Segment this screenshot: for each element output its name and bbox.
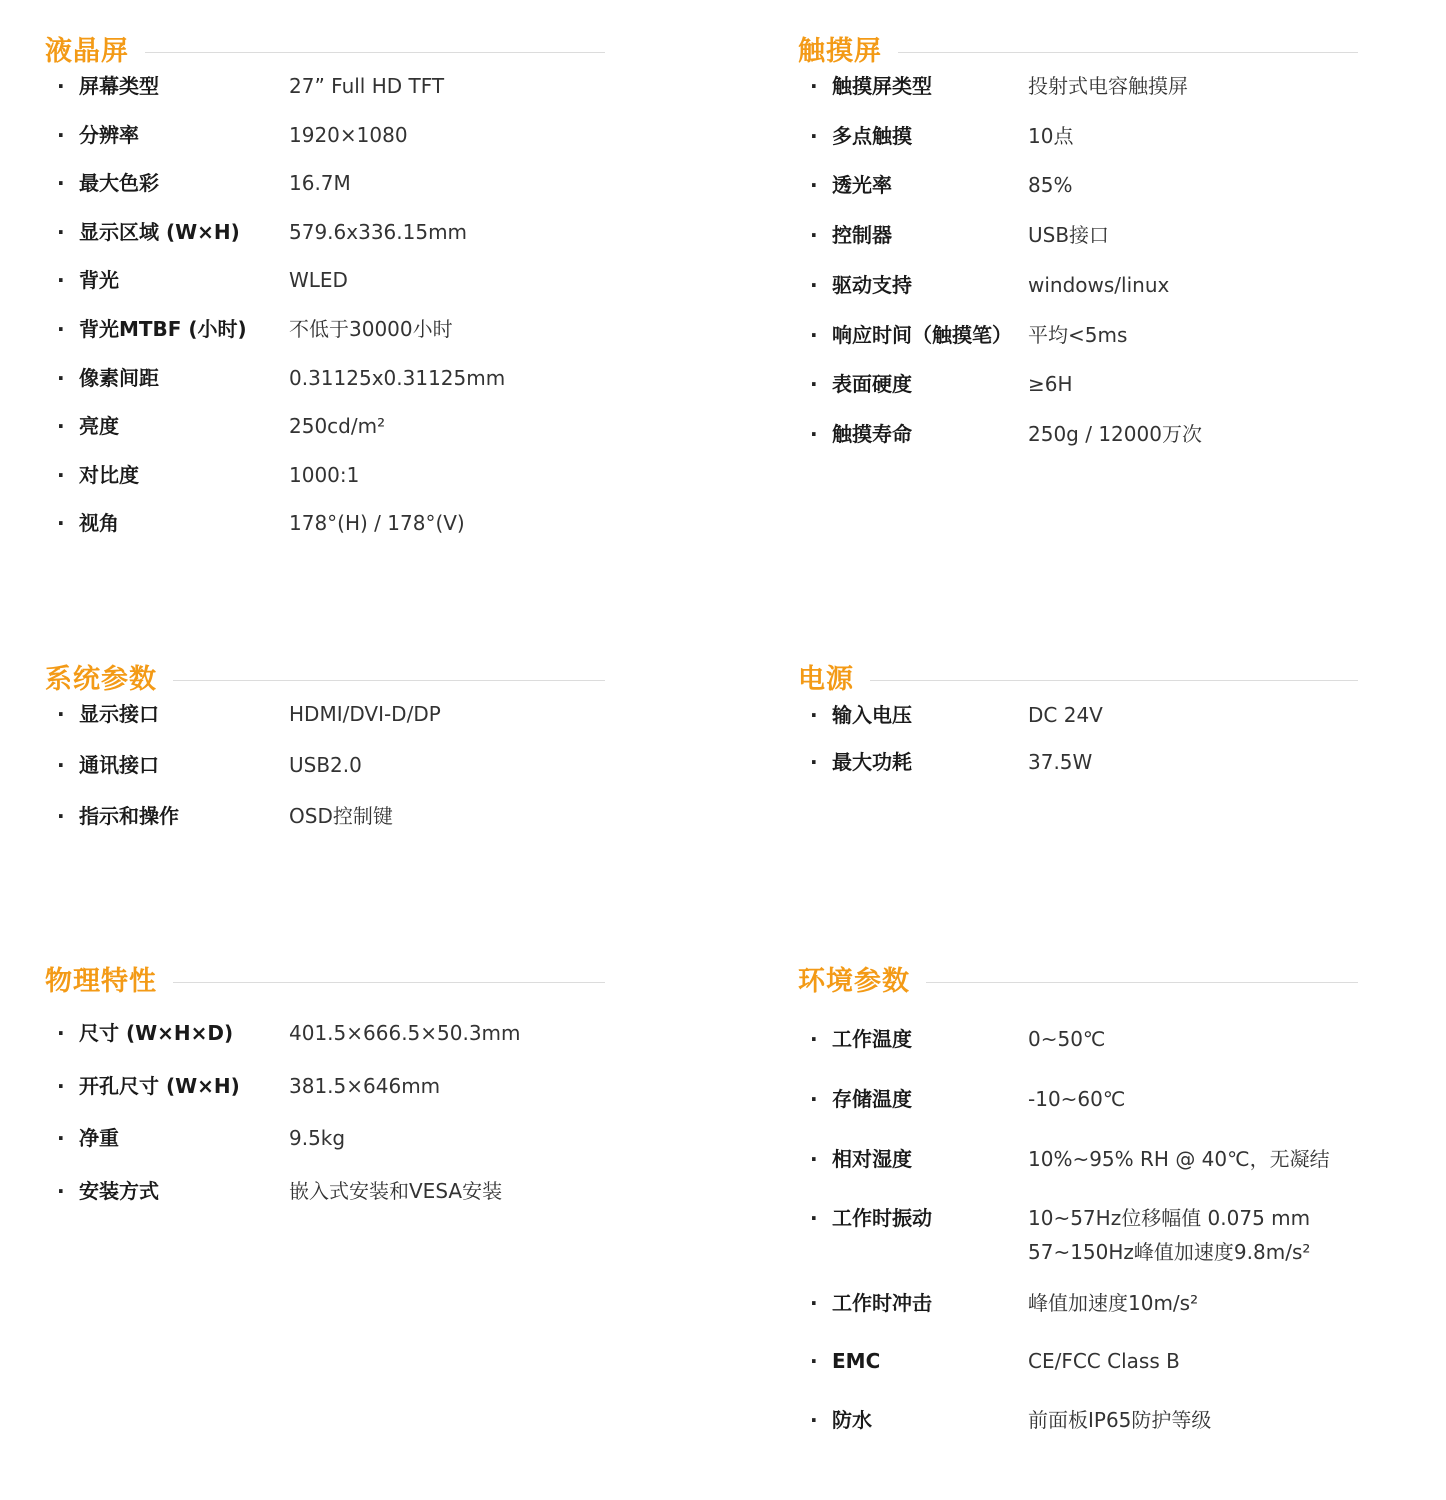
bullet-icon: ·	[57, 511, 65, 535]
spec-label: 指示和操作	[79, 804, 179, 828]
bullet-icon: ·	[57, 702, 65, 726]
spec-value-line: windows/linux	[1028, 273, 1170, 297]
spec-value-line: WLED	[289, 268, 348, 292]
section-title: 触摸屏	[798, 36, 882, 67]
spec-value	[289, 1121, 345, 1155]
spec-row	[45, 69, 444, 103]
spec-value-line: 16.7M	[289, 171, 351, 195]
spec-value	[289, 166, 351, 200]
spec-row	[798, 1286, 1198, 1320]
spec-label: 多点触摸	[832, 124, 912, 148]
spec-value	[289, 69, 444, 103]
spec-label: 净重	[79, 1126, 119, 1150]
spec-value	[1028, 1403, 1211, 1437]
spec-value	[289, 361, 505, 395]
spec-row	[798, 1344, 1180, 1378]
section-environment	[798, 962, 1358, 1462]
section-header	[45, 660, 605, 700]
spec-row	[798, 218, 1109, 252]
spec-label: 触摸寿命	[832, 422, 912, 446]
spec-label: 驱动支持	[832, 273, 912, 297]
spec-row	[798, 268, 1169, 302]
spec-value-line: 0.31125x0.31125mm	[289, 366, 506, 390]
spec-value-line: -10~60℃	[1028, 1087, 1126, 1111]
bullet-icon: ·	[810, 173, 818, 197]
section-header	[798, 660, 1358, 700]
bullet-icon: ·	[57, 74, 65, 98]
spec-value	[1028, 698, 1103, 732]
spec-value-line: 9.5kg	[289, 1126, 346, 1150]
section-divider	[173, 680, 605, 681]
spec-value	[1028, 367, 1073, 401]
spec-label: 安装方式	[79, 1179, 159, 1203]
spec-row	[798, 1201, 1310, 1269]
section-touch	[798, 32, 1358, 482]
bullet-icon: ·	[810, 124, 818, 148]
spec-label: 显示接口	[79, 702, 159, 726]
section-lcd	[45, 32, 605, 572]
spec-value-line: 85%	[1028, 173, 1073, 197]
bullet-icon: ·	[810, 1147, 818, 1171]
spec-label: 显示区域 (W×H)	[79, 220, 240, 244]
bullet-icon: ·	[810, 273, 818, 297]
spec-value-line: 投射式电容触摸屏	[1028, 74, 1188, 98]
spec-value-line: 401.5×666.5×50.3mm	[289, 1021, 521, 1045]
bullet-icon: ·	[57, 1021, 65, 1045]
spec-value-line: 1000:1	[289, 463, 360, 487]
spec-label: 控制器	[832, 223, 892, 247]
section-title: 环境参数	[798, 966, 910, 997]
spec-row	[798, 69, 1188, 103]
spec-value	[1028, 1082, 1125, 1116]
spec-value-line: ≥6H	[1028, 372, 1073, 396]
spec-label: 触摸屏类型	[832, 74, 932, 98]
section-header	[45, 32, 605, 72]
spec-value	[289, 1069, 440, 1103]
spec-label: 表面硬度	[832, 372, 912, 396]
spec-label: 相对湿度	[832, 1147, 912, 1171]
section-divider	[898, 52, 1358, 53]
section-header	[798, 962, 1358, 1002]
bullet-icon: ·	[57, 123, 65, 147]
spec-row	[45, 697, 441, 731]
spec-row	[45, 118, 408, 152]
spec-value-line: HDMI/DVI-D/DP	[289, 702, 441, 726]
spec-label: 存储温度	[832, 1087, 912, 1111]
spec-row	[45, 748, 362, 782]
bullet-icon: ·	[810, 1027, 818, 1051]
spec-row	[798, 318, 1127, 352]
section-divider	[173, 982, 605, 983]
section-divider	[870, 680, 1358, 681]
spec-value	[1028, 168, 1072, 202]
spec-value	[1028, 318, 1127, 352]
bullet-icon: ·	[810, 1291, 818, 1315]
spec-row	[798, 1082, 1125, 1116]
bullet-icon: ·	[810, 422, 818, 446]
spec-row	[45, 166, 351, 200]
spec-label: 开孔尺寸 (W×H)	[79, 1074, 240, 1098]
spec-value-line: 57~150Hz峰值加速度9.8m/s²	[1028, 1240, 1311, 1264]
spec-row	[45, 458, 359, 492]
spec-row	[45, 409, 385, 443]
spec-value	[289, 409, 385, 443]
bullet-icon: ·	[810, 1408, 818, 1432]
bullet-icon: ·	[810, 323, 818, 347]
spec-value	[289, 1016, 521, 1050]
spec-row	[45, 1121, 345, 1155]
spec-row	[45, 1016, 521, 1050]
spec-label: 工作温度	[832, 1027, 912, 1051]
spec-value-line: 579.6x336.15mm	[289, 220, 468, 244]
spec-label: 视角	[79, 511, 119, 535]
bullet-icon: ·	[57, 268, 65, 292]
bullet-icon: ·	[57, 1179, 65, 1203]
section-divider	[926, 982, 1358, 983]
spec-label: 亮度	[79, 414, 119, 438]
spec-value	[289, 799, 393, 833]
bullet-icon: ·	[810, 1087, 818, 1111]
spec-value-line: 250cd/m²	[289, 414, 386, 438]
bullet-icon: ·	[810, 750, 818, 774]
spec-row	[45, 215, 467, 249]
spec-label: 输入电压	[832, 703, 912, 727]
spec-row	[45, 506, 465, 540]
spec-label: 对比度	[79, 463, 139, 487]
spec-value-line: 不低于30000小时	[289, 317, 453, 341]
spec-label: 工作时冲击	[832, 1291, 932, 1315]
spec-label: 通讯接口	[79, 753, 159, 777]
spec-value	[1028, 1344, 1180, 1378]
section-title: 电源	[798, 664, 854, 695]
spec-value	[289, 263, 348, 297]
spec-value-line: 嵌入式安装和VESA安装	[289, 1179, 503, 1203]
spec-value-line: 27” Full HD TFT	[289, 74, 445, 98]
spec-label: 尺寸 (W×H×D)	[79, 1021, 234, 1045]
spec-value	[1028, 218, 1109, 252]
spec-value-line: USB2.0	[289, 753, 362, 777]
spec-value-line: 0~50℃	[1028, 1027, 1106, 1051]
spec-value	[1028, 69, 1188, 103]
spec-value-line: DC 24V	[1028, 703, 1103, 727]
section-divider	[145, 52, 605, 53]
spec-value	[1028, 1022, 1105, 1056]
spec-row	[798, 1403, 1211, 1437]
bullet-icon: ·	[57, 804, 65, 828]
bullet-icon: ·	[810, 1206, 818, 1230]
spec-label: 防水	[832, 1408, 872, 1432]
spec-label: 工作时振动	[832, 1206, 932, 1230]
spec-value-line: OSD控制键	[289, 804, 393, 828]
bullet-icon: ·	[810, 1349, 818, 1373]
spec-value	[1028, 119, 1073, 153]
spec-value	[289, 1174, 502, 1208]
spec-label: 透光率	[832, 173, 892, 197]
bullet-icon: ·	[810, 223, 818, 247]
spec-label: 背光MTBF (小时)	[79, 317, 247, 341]
spec-value	[289, 458, 359, 492]
spec-value	[1028, 1286, 1198, 1320]
spec-row	[798, 745, 1092, 779]
bullet-icon: ·	[57, 414, 65, 438]
spec-row	[798, 168, 1072, 202]
spec-value	[1028, 268, 1169, 302]
spec-value-line: 178°(H) / 178°(V)	[289, 511, 465, 535]
spec-value-line: 381.5×646mm	[289, 1074, 441, 1098]
spec-label: 屏幕类型	[79, 74, 159, 98]
bullet-icon: ·	[810, 372, 818, 396]
bullet-icon: ·	[810, 703, 818, 727]
section-header	[45, 962, 605, 1002]
spec-value	[289, 312, 453, 346]
bullet-icon: ·	[57, 366, 65, 390]
spec-value-line: 10点	[1028, 124, 1074, 148]
section-physical	[45, 962, 605, 1242]
spec-value	[1028, 417, 1202, 451]
spec-value	[289, 215, 467, 249]
spec-value	[289, 697, 441, 731]
spec-row	[45, 263, 348, 297]
spec-value-line: 250g / 12000万次	[1028, 422, 1202, 446]
spec-value-line: 平均<5ms	[1028, 323, 1128, 347]
spec-label: 最大功耗	[832, 750, 912, 774]
bullet-icon: ·	[57, 317, 65, 341]
spec-value	[289, 748, 362, 782]
section-header	[798, 32, 1358, 72]
spec-value-line: 1920×1080	[289, 123, 408, 147]
spec-value	[1028, 1142, 1330, 1176]
spec-value	[1028, 745, 1092, 779]
spec-row	[45, 799, 393, 833]
spec-value-line: 10~57Hz位移幅值 0.075 mm	[1028, 1206, 1311, 1230]
spec-row	[798, 1142, 1330, 1176]
section-title: 物理特性	[45, 966, 157, 997]
spec-value-line: CE/FCC Class B	[1028, 1349, 1180, 1373]
spec-row	[798, 119, 1073, 153]
spec-value-line: USB接口	[1028, 223, 1110, 247]
spec-label: 分辨率	[79, 123, 139, 147]
section-power	[798, 660, 1358, 810]
section-system	[45, 660, 605, 860]
spec-value	[289, 118, 408, 152]
spec-value	[289, 506, 465, 540]
spec-value-line: 峰值加速度10m/s²	[1028, 1291, 1199, 1315]
spec-label: EMC	[832, 1349, 881, 1373]
spec-value-line: 10%~95% RH @ 40℃，无凝结	[1028, 1147, 1330, 1171]
spec-value	[1028, 1201, 1310, 1269]
bullet-icon: ·	[57, 220, 65, 244]
section-title: 液晶屏	[45, 36, 129, 67]
spec-row	[798, 698, 1103, 732]
bullet-icon: ·	[57, 1074, 65, 1098]
spec-label: 响应时间（触摸笔）	[832, 323, 1012, 347]
spec-value-line: 37.5W	[1028, 750, 1093, 774]
spec-label: 像素间距	[79, 366, 159, 390]
spec-row	[45, 361, 505, 395]
bullet-icon: ·	[57, 753, 65, 777]
spec-row	[798, 417, 1202, 451]
section-title: 系统参数	[45, 664, 157, 695]
spec-row	[45, 1069, 440, 1103]
spec-value-line: 前面板IP65防护等级	[1028, 1408, 1212, 1432]
spec-label: 最大色彩	[79, 171, 159, 195]
spec-row	[798, 1022, 1105, 1056]
bullet-icon: ·	[57, 1126, 65, 1150]
spec-row	[45, 1174, 502, 1208]
spec-row	[45, 312, 453, 346]
bullet-icon: ·	[57, 171, 65, 195]
bullet-icon: ·	[810, 74, 818, 98]
spec-label: 背光	[79, 268, 119, 292]
spec-row	[798, 367, 1073, 401]
bullet-icon: ·	[57, 463, 65, 487]
